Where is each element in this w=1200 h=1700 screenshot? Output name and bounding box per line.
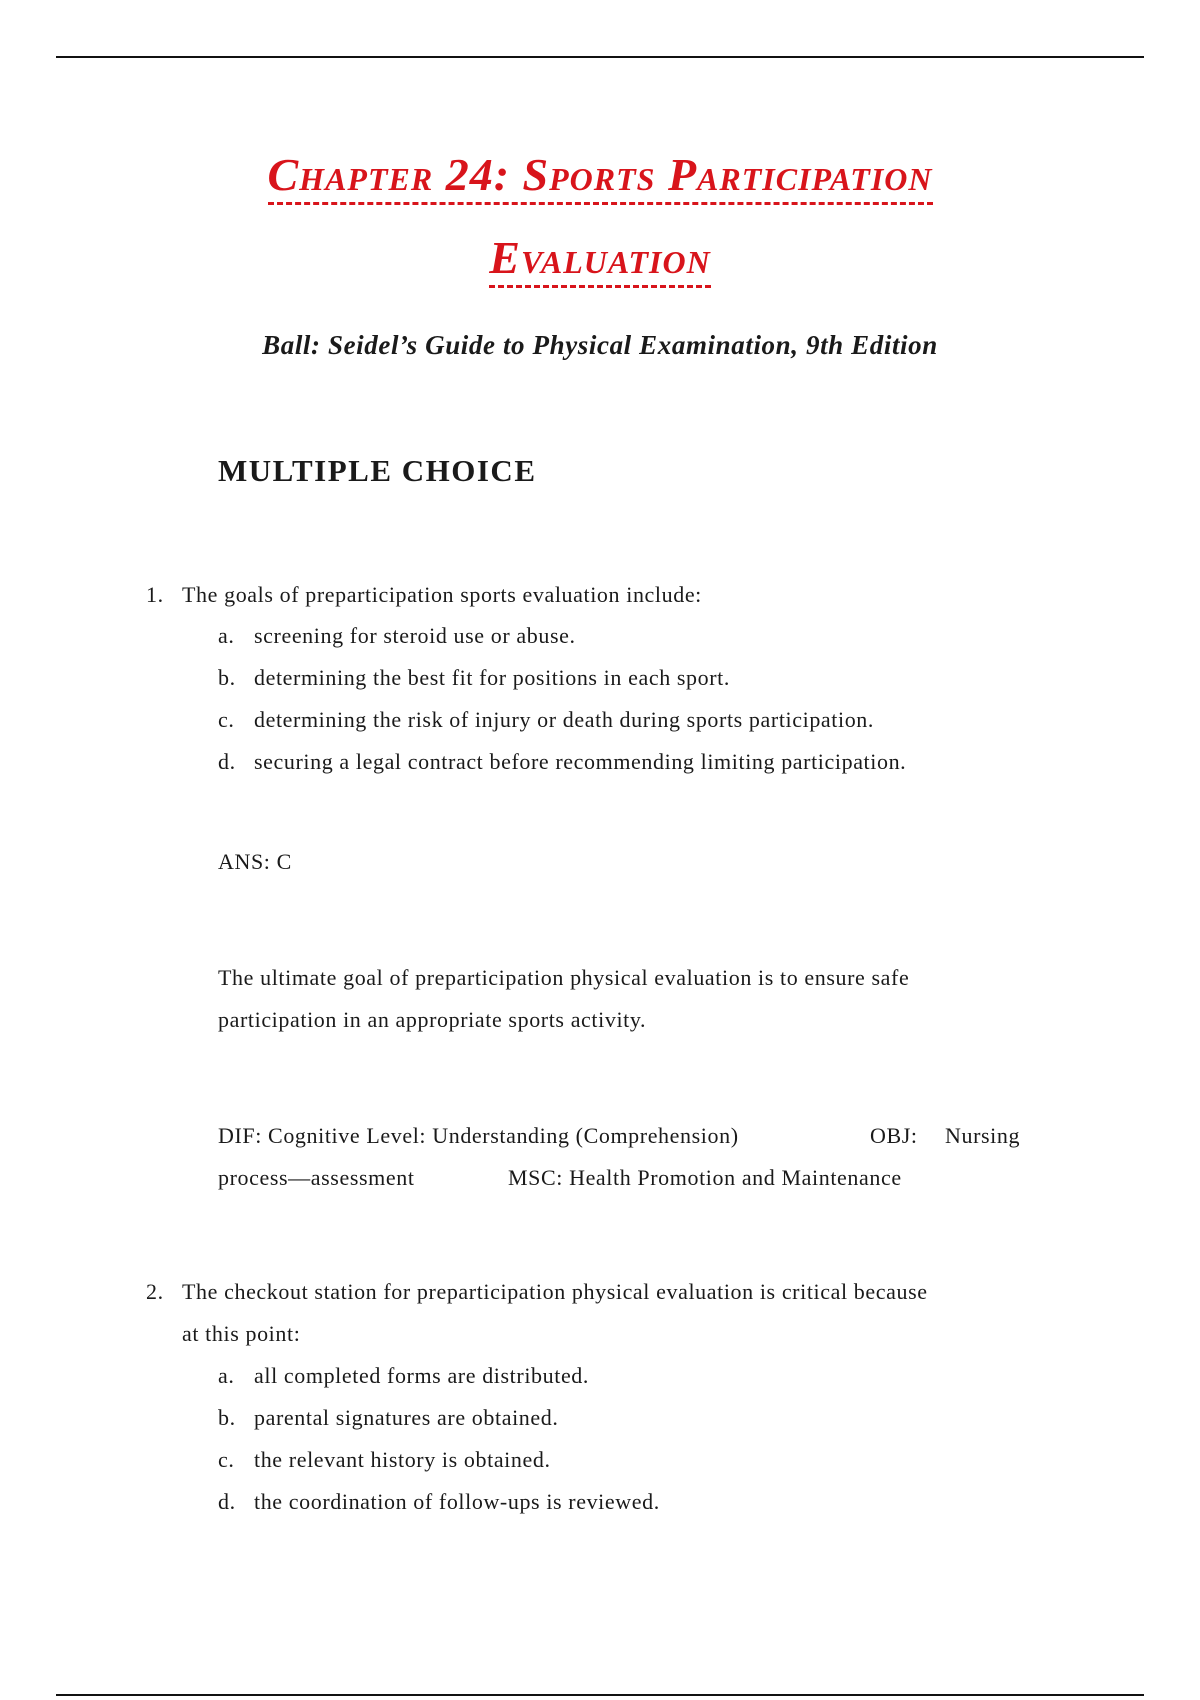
option-text: the coordination of follow-ups is reviewed.: [254, 1489, 660, 1514]
option-letter: a.: [218, 623, 235, 648]
question-stem-line-1: The checkout station for preparticipation physical evaluation is critical because: [182, 1279, 928, 1304]
option-letter: d.: [218, 749, 236, 774]
option-text: screening for steroid use or abuse.: [254, 623, 576, 648]
option-letter: d.: [218, 1489, 236, 1514]
answer-key: ANS: C: [218, 849, 292, 874]
objective-label: OBJ:: [870, 1123, 918, 1148]
option-letter: b.: [218, 1405, 236, 1430]
top-rule: [56, 56, 1144, 58]
chapter-title-line-1: [0, 150, 1200, 200]
option-letter: a.: [218, 1363, 235, 1388]
bottom-rule: [56, 1694, 1144, 1696]
option-letter: c.: [218, 1447, 235, 1472]
objective-value-continued: process—assessment: [218, 1165, 415, 1190]
option-text: all completed forms are distributed.: [254, 1363, 590, 1388]
rationale-line-1: The ultimate goal of preparticipation physical evaluation is to ensure safe: [218, 965, 910, 990]
option-text: securing a legal contract before recommending limiting participation.: [254, 749, 907, 774]
msc-label: MSC: Health Promotion and Maintenance: [508, 1165, 902, 1190]
option-text: the relevant history is obtained.: [254, 1447, 551, 1472]
book-subtitle: Ball: Seidel’s Guide to Physical Examination, 9th Edition: [262, 330, 938, 360]
option-text: determining the best fit for positions in each sport.: [254, 665, 730, 690]
option-letter: b.: [218, 665, 236, 690]
chapter-title-text-2: Evaluation: [489, 232, 710, 288]
question-stem: The goals of preparticipation sports evaluation include:: [182, 582, 702, 607]
chapter-title-line-2: [0, 233, 1200, 283]
question-number: 1.: [146, 582, 164, 607]
objective-value: Nursing: [945, 1123, 1021, 1148]
option-text: parental signatures are obtained.: [254, 1405, 559, 1430]
difficulty-label: DIF: Cognitive Level: Understanding (Comprehension): [218, 1123, 739, 1148]
section-heading: MULTIPLE CHOICE: [218, 453, 537, 488]
option-text: determining the risk of injury or death during sports participation.: [254, 707, 875, 732]
question-stem-line-2: at this point:: [182, 1321, 301, 1346]
rationale-line-2: participation in an appropriate sports activity.: [218, 1007, 647, 1032]
option-letter: c.: [218, 707, 235, 732]
question-number: 2.: [146, 1279, 164, 1304]
chapter-title-text-1: Chapter 24: Sports Participation: [268, 149, 933, 205]
